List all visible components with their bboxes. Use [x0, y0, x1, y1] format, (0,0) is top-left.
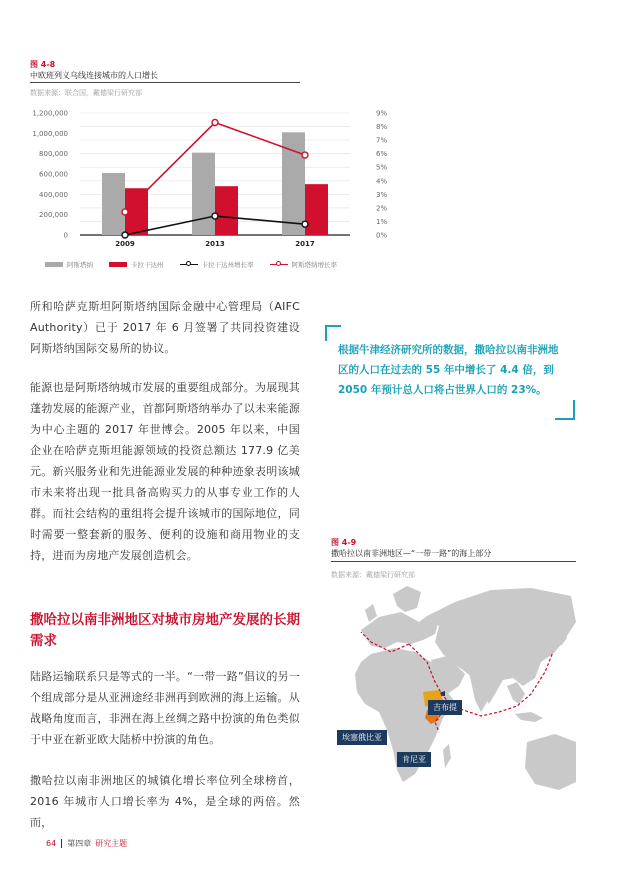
y-left-tick-label: 1,000,000 [32, 129, 68, 138]
series-point [302, 221, 308, 227]
paragraph-energy: 能源也是阿斯塔纳城市发展的重要组成部分。为展现其蓬勃发展的能源产业，首都阿斯塔纳举办了以未来能源为中心主题的 2017 年世博会。2005 年以来，中国企业在哈萨克斯坦能源领域的投资总额达 177.9 亿美元。新兴服务业和先进能源业发展的种种迹象表明该城市未来将出现一批具备高购买力的从事专业工作的人群。而社会结构的重组将会提升该城市的国际地位，同时需要一整套新的服务、便利的设施和商用物业的支持，进而为房地产发展创造机会。 [30, 381, 300, 562]
bar-astana [192, 153, 215, 235]
figure-4-9-source: 数据来源：戴德梁行研究部 [331, 571, 415, 579]
legend-item [45, 260, 93, 269]
y-right-tick-label: 8% [376, 123, 388, 132]
y-right-tick-label: 6% [376, 150, 388, 159]
legend-label: 阿斯塔纳增长率 [291, 261, 337, 269]
callout-corner-bottom [555, 418, 575, 420]
callout-box [325, 325, 575, 420]
y-right-tick-label: 9% [376, 109, 388, 118]
series-point [212, 213, 218, 219]
map-label-ethiopia: 埃塞俄比亚 [337, 730, 387, 745]
page-number: 64 [46, 839, 57, 848]
bar-karaganda [215, 186, 238, 235]
legend-item [270, 260, 338, 269]
series-point [212, 119, 218, 125]
bar-astana [102, 173, 125, 235]
bar-karaganda [305, 184, 328, 235]
legend-item [109, 260, 164, 269]
section-heading: 撒哈拉以南非洲地区对城市房地产发展的长期需求 [30, 612, 300, 649]
figure-4-8-title: 中欧班列义乌线连接城市的人口增长 [30, 71, 158, 80]
y-left-tick-label: 0 [63, 231, 68, 240]
y-left-tick-label: 200,000 [39, 211, 68, 220]
y-right-tick-label: 1% [376, 217, 388, 226]
figure-4-9-rule [331, 561, 576, 562]
paragraph-maritime: 陆路运输联系只是等式的一半。“一带一路”倡议的另一个组成部分是从亚洲途经非洲再到欧洲的海上运输。从战略角度而言，非洲在海上丝绸之路中扮演的角色类似于中亚在新亚欧大陆桥中扮演的角色。 [30, 670, 300, 746]
legend-label: 卡拉干达州 [131, 261, 164, 269]
series-point [302, 152, 308, 158]
map-label-djibouti: 吉布提 [428, 700, 462, 715]
chart-legend [45, 260, 353, 269]
y-right-tick-label: 7% [376, 136, 388, 145]
legend-swatch [180, 264, 198, 266]
y-right-tick-label: 0% [376, 231, 388, 240]
x-tick-label: 2009 [115, 240, 135, 248]
footer-divider [61, 839, 62, 848]
callout-corner-top [325, 325, 341, 327]
map-label-kenya: 肯尼亚 [397, 752, 431, 767]
x-tick-label: 2017 [295, 240, 315, 248]
y-left-tick-label: 1,200,000 [32, 109, 68, 118]
figure-4-8-label: 图 4-8 [30, 60, 56, 69]
figure-4-8-rule [30, 82, 300, 83]
y-left-tick-label: 600,000 [39, 170, 68, 179]
y-right-tick-label: 4% [376, 177, 388, 186]
section-label: 研究主题 [95, 839, 128, 848]
figure-4-9-title: 撒哈拉以南非洲地区—“一带一路”的海上部分 [331, 549, 492, 558]
legend-label: 阿斯塔纳 [67, 261, 93, 269]
page-footer [46, 838, 127, 849]
paragraph-urbanization: 撒哈拉以南非洲地区的城镇化增长率位列全球榜首，2016 年城市人口增长率为 4%，是全球的两倍。然而， [30, 774, 300, 829]
y-left-tick-label: 400,000 [39, 190, 68, 199]
y-left-tick-label: 800,000 [39, 150, 68, 159]
chapter-label: 第四章 [67, 839, 92, 848]
legend-swatch [45, 262, 63, 267]
series-point [122, 209, 128, 215]
map-graphic [331, 582, 576, 800]
y-right-tick-label: 5% [376, 163, 388, 172]
callout-corner-right [573, 400, 575, 420]
figure-4-8-source: 数据来源：联合国，戴德梁行研究部 [30, 89, 142, 97]
y-right-tick-label: 3% [376, 190, 388, 199]
figure-4-9-label: 图 4-9 [331, 538, 357, 547]
legend-swatch [270, 264, 288, 266]
x-tick-label: 2013 [205, 240, 225, 248]
y-right-tick-label: 2% [376, 204, 388, 213]
maritime-route-map [331, 582, 576, 800]
callout-text: 根据牛津经济研究所的数据，撒哈拉以南非洲地区的人口在过去的 55 年中增长了 4.4 倍，到 2050 年预计总人口将占世界人口的 23%。 [338, 344, 559, 396]
series-point [122, 232, 128, 238]
legend-label: 卡拉干达州增长率 [201, 261, 254, 269]
population-chart [20, 100, 400, 260]
legend-swatch [109, 262, 127, 267]
callout-corner-left [325, 325, 327, 341]
paragraph-aifc: 所和哈萨克斯坦阿斯塔纳国际金融中心管理局（AIFC Authority）已于 2017 年 6 月签署了共同投资建设阿斯塔纳国际交易所的协议。 [30, 300, 300, 355]
legend-item [180, 260, 254, 269]
